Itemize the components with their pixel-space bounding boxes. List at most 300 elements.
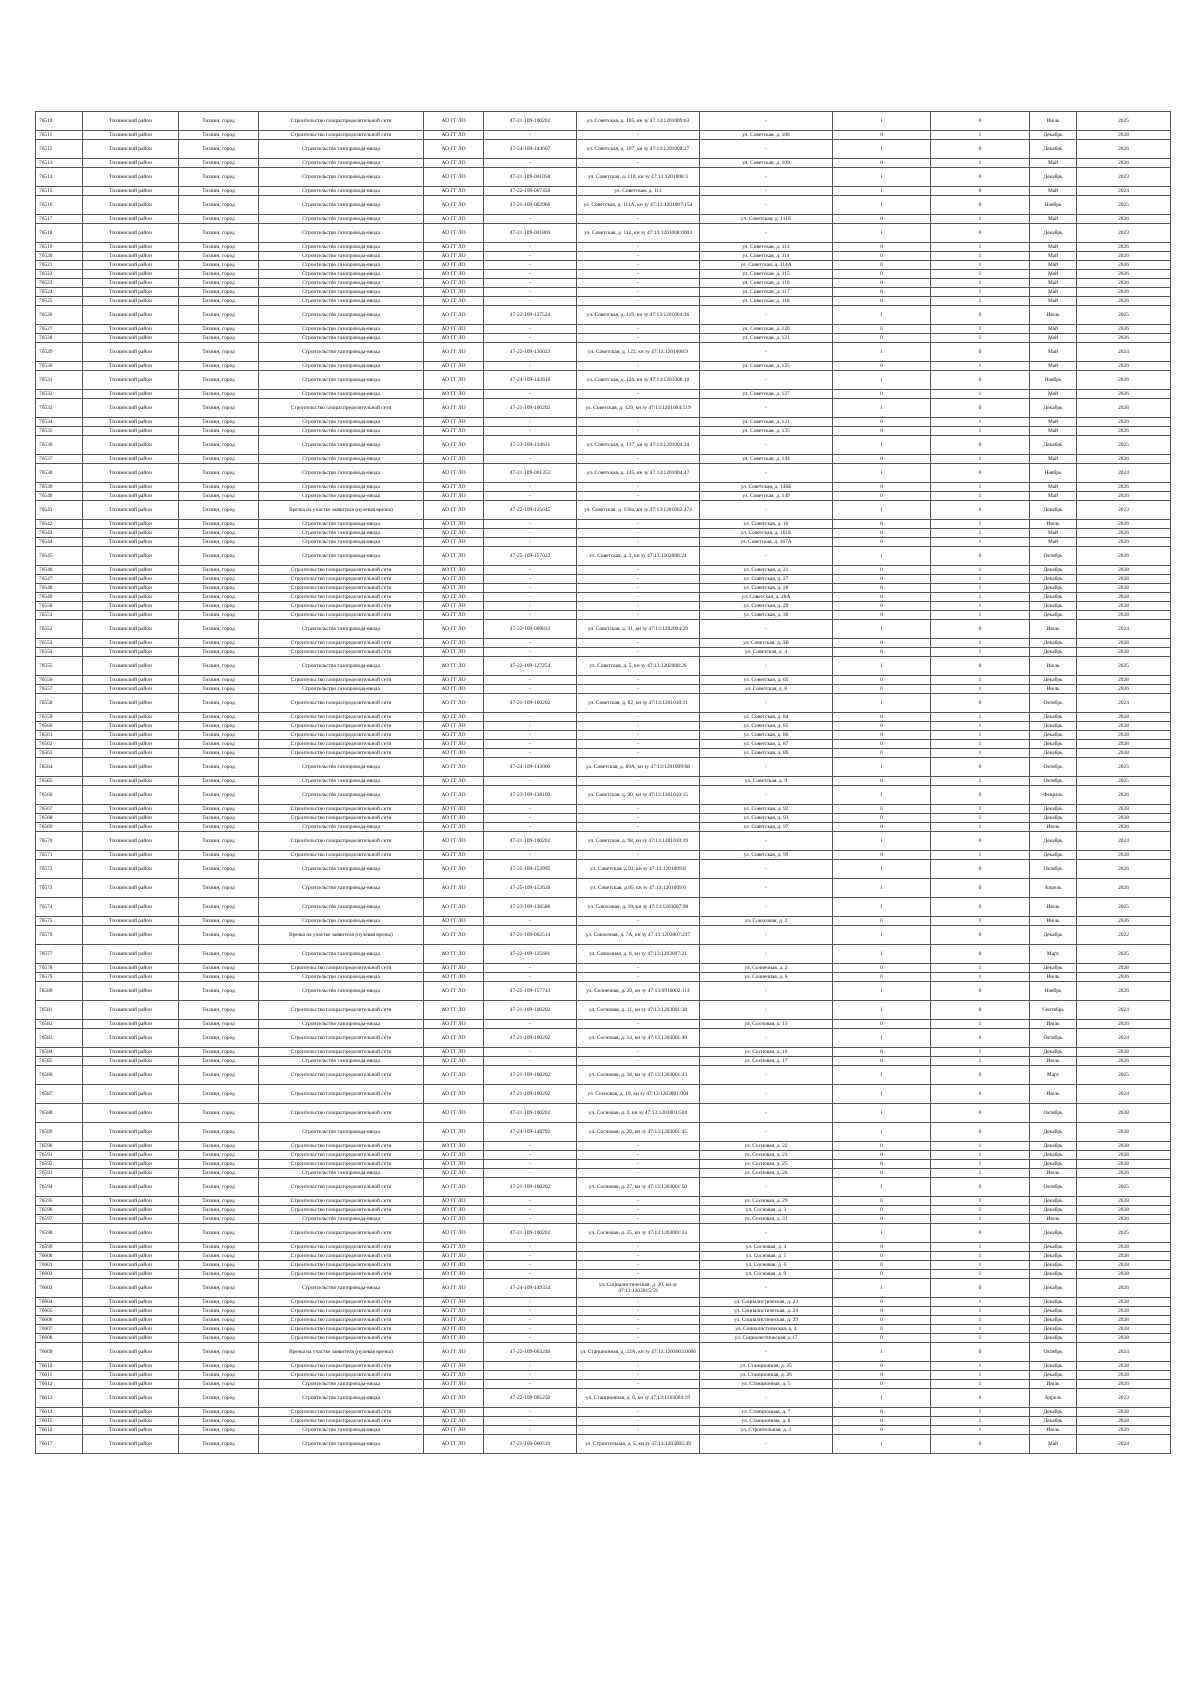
- cell-address: ул. Советская, д. 114А: [700, 261, 833, 270]
- cell-address: ул. Советская, д. 117: [700, 288, 833, 297]
- cell-count-a: 0: [833, 1261, 931, 1270]
- cell-address: -: [700, 1104, 833, 1123]
- cell-district: Тихвинский район: [83, 1123, 179, 1142]
- cell-application-number: -: [484, 731, 577, 740]
- cell-object-address: -: [577, 1020, 700, 1029]
- cell-district: Тихвинский район: [83, 131, 179, 140]
- cell-organization: АО ГГ ЛО: [424, 306, 484, 325]
- cell-organization: АО ГГ ЛО: [424, 611, 484, 620]
- table-row: [36, 252, 1171, 261]
- cell-count-a: 0: [833, 676, 931, 685]
- cell-month: Декабрь: [1030, 1417, 1077, 1426]
- cell-row-number: 76575: [36, 917, 83, 926]
- table-row: [36, 1270, 1171, 1279]
- cell-month: Декабрь: [1030, 749, 1077, 758]
- cell-month: Июль: [1030, 620, 1077, 639]
- cell-organization: АО ГГ ЛО: [424, 168, 484, 187]
- cell-year: 2028: [1077, 1325, 1171, 1334]
- cell-application-number: -: [484, 288, 577, 297]
- cell-settlement: Тихвин, город: [179, 639, 259, 648]
- cell-month: Май: [1030, 427, 1077, 436]
- cell-work-type: Строительство газораспределительной сети: [259, 1178, 424, 1197]
- cell-count-b: 1: [931, 685, 1030, 694]
- cell-row-number: 76613: [36, 1389, 83, 1408]
- cell-organization: АО ГГ ЛО: [424, 740, 484, 749]
- cell-settlement: Тихвин, город: [179, 648, 259, 657]
- cell-row-number: 76583: [36, 1029, 83, 1048]
- cell-year: 2025: [1077, 112, 1171, 131]
- cell-count-a: 0: [833, 455, 931, 464]
- cell-work-type: Врезка на участке заявителя (нулевая врезка): [259, 926, 424, 945]
- cell-count-a: 0: [833, 584, 931, 593]
- cell-object-address: ул. Советская, д. 31, кн зу 47:13:1202004:29: [577, 620, 700, 639]
- cell-settlement: Тихвин, город: [179, 1252, 259, 1261]
- cell-organization: АО ГГ ЛО: [424, 325, 484, 334]
- cell-count-b: 1: [931, 584, 1030, 593]
- cell-district: Тихвинский район: [83, 1252, 179, 1261]
- cell-count-b: 1: [931, 1380, 1030, 1389]
- cell-address: -: [700, 1178, 833, 1197]
- cell-count-a: 0: [833, 418, 931, 427]
- cell-year: 2024: [1077, 694, 1171, 713]
- cell-district: Тихвинский район: [83, 215, 179, 224]
- cell-row-number: 76538: [36, 464, 83, 483]
- cell-address: -: [700, 399, 833, 418]
- table-row: [36, 722, 1171, 731]
- cell-year: 2026: [1077, 252, 1171, 261]
- cell-district: Тихвинский район: [83, 1362, 179, 1371]
- table-row: [36, 279, 1171, 288]
- cell-count-a: 0: [833, 1048, 931, 1057]
- cell-address: ул. Советская, д. 29: [700, 602, 833, 611]
- cell-address: -: [700, 1066, 833, 1085]
- cell-year: 2025: [1077, 777, 1171, 786]
- cell-work-type: Строительство газопровода-ввода: [259, 879, 424, 898]
- cell-organization: АО ГГ ЛО: [424, 1435, 484, 1454]
- cell-address: -: [700, 1224, 833, 1243]
- cell-organization: АО ГГ ЛО: [424, 252, 484, 261]
- cell-month: Декабрь: [1030, 1224, 1077, 1243]
- cell-count-a: 0: [833, 566, 931, 575]
- table-row: [36, 1206, 1171, 1215]
- cell-month: Декабрь: [1030, 731, 1077, 740]
- cell-application-number: -: [484, 529, 577, 538]
- cell-count-a: 1: [833, 399, 931, 418]
- cell-application-number: 47-21-109-002514: [484, 926, 577, 945]
- cell-settlement: Тихвин, город: [179, 390, 259, 399]
- cell-row-number: 76548: [36, 584, 83, 593]
- cell-settlement: Тихвин, город: [179, 371, 259, 390]
- cell-organization: АО ГГ ЛО: [424, 362, 484, 371]
- cell-organization: АО ГГ ЛО: [424, 1104, 484, 1123]
- cell-month: Май: [1030, 492, 1077, 501]
- cell-row-number: 76574: [36, 898, 83, 917]
- cell-application-number: -: [484, 270, 577, 279]
- cell-object-address: ул. Советская, д.95, кн зу 47:13:1201009:6: [577, 879, 700, 898]
- cell-year: 2028: [1077, 602, 1171, 611]
- cell-year: 2026: [1077, 1215, 1171, 1224]
- cell-object-address: -: [577, 1362, 700, 1371]
- cell-object-address: -: [577, 334, 700, 343]
- cell-row-number: 76514: [36, 168, 83, 187]
- cell-count-b: 1: [931, 639, 1030, 648]
- cell-application-number: 47-24-109-149354: [484, 1279, 577, 1298]
- cell-object-address: -: [577, 575, 700, 584]
- cell-settlement: Тихвин, город: [179, 676, 259, 685]
- cell-month: Декабрь: [1030, 611, 1077, 620]
- cell-address: ул. Солнечная, д. 8: [700, 973, 833, 982]
- cell-settlement: Тихвин, город: [179, 538, 259, 547]
- cell-settlement: Тихвин, город: [179, 187, 259, 196]
- cell-settlement: Тихвин, город: [179, 131, 259, 140]
- cell-district: Тихвинский район: [83, 1279, 179, 1298]
- cell-work-type: Строительство газопровода-ввода: [259, 270, 424, 279]
- cell-district: Тихвинский район: [83, 390, 179, 399]
- cell-object-address: ул. Советская, д. 110, кн зу 47:13:1201008:3: [577, 168, 700, 187]
- table-row: [36, 611, 1171, 620]
- cell-object-address: ул. Советская, д. 129, кн зу 47:13:1201004:519: [577, 399, 700, 418]
- cell-row-number: 76536: [36, 436, 83, 455]
- cell-row-number: 76555: [36, 657, 83, 676]
- cell-address: ул. Советская, д. 8: [700, 685, 833, 694]
- cell-organization: АО ГГ ЛО: [424, 1206, 484, 1215]
- cell-application-number: 47-21-109-000519: [484, 1435, 577, 1454]
- cell-work-type: Строительство газораспределительной сети: [259, 722, 424, 731]
- cell-object-address: -: [577, 279, 700, 288]
- cell-count-b: 0: [931, 1029, 1030, 1048]
- table-row: [36, 740, 1171, 749]
- cell-month: Май: [1030, 334, 1077, 343]
- cell-organization: АО ГГ ЛО: [424, 648, 484, 657]
- cell-row-number: 76595: [36, 1197, 83, 1206]
- cell-year: 2026: [1077, 917, 1171, 926]
- cell-work-type: Строительство газопровода-ввода: [259, 917, 424, 926]
- cell-month: Декабрь: [1030, 722, 1077, 731]
- cell-object-address: ул. Сосновая, д. 27, кн зу 47:13:1203001:50: [577, 1178, 700, 1197]
- cell-month: Декабрь: [1030, 1325, 1077, 1334]
- cell-settlement: Тихвин, город: [179, 713, 259, 722]
- cell-application-number: 47-21-109-001352: [484, 464, 577, 483]
- cell-count-b: 1: [931, 529, 1030, 538]
- cell-address: ул. Сосновая, д. 23: [700, 1151, 833, 1160]
- table-row: [36, 1029, 1171, 1048]
- cell-count-a: 1: [833, 879, 931, 898]
- cell-row-number: 76567: [36, 805, 83, 814]
- cell-row-number: 76513: [36, 159, 83, 168]
- cell-work-type: Строительство газораспределительной сети: [259, 1316, 424, 1325]
- cell-row-number: 76577: [36, 945, 83, 964]
- cell-month: Декабрь: [1030, 639, 1077, 648]
- cell-object-address: ул. Сосновая, д. 35, кн зу 47:13:1203001:33: [577, 1224, 700, 1243]
- cell-object-address: -: [577, 1206, 700, 1215]
- cell-object-address: -: [577, 1325, 700, 1334]
- cell-row-number: 76545: [36, 547, 83, 566]
- cell-month: Декабрь: [1030, 1371, 1077, 1380]
- cell-address: ул. Сосновая, д. 4: [700, 1243, 833, 1252]
- table-row: [36, 187, 1171, 196]
- cell-application-number: 47-22-109-007450: [484, 187, 577, 196]
- cell-count-b: 0: [931, 547, 1030, 566]
- cell-organization: АО ГГ ЛО: [424, 1178, 484, 1197]
- cell-application-number: -: [484, 648, 577, 657]
- cell-object-address: ул. Советская, д. 126, кн зу 47:13:1201008:10: [577, 371, 700, 390]
- cell-count-b: 1: [931, 334, 1030, 343]
- cell-application-number: -: [484, 566, 577, 575]
- cell-application-number: 47-24-109-143618: [484, 371, 577, 390]
- cell-object-address: -: [577, 418, 700, 427]
- cell-address: ул. Советская, д. 99: [700, 851, 833, 860]
- cell-month: Май: [1030, 252, 1077, 261]
- cell-district: Тихвинский район: [83, 1380, 179, 1389]
- cell-month: Май: [1030, 418, 1077, 427]
- cell-organization: АО ГГ ЛО: [424, 566, 484, 575]
- cell-count-a: 0: [833, 1020, 931, 1029]
- table-row: [36, 1435, 1171, 1454]
- cell-work-type: Строительство газораспределительной сети: [259, 566, 424, 575]
- cell-application-number: 47-22-109-127254: [484, 657, 577, 676]
- cell-year: 2028: [1077, 731, 1171, 740]
- cell-application-number: -: [484, 1298, 577, 1307]
- cell-work-type: Строительство газопровода-ввода: [259, 297, 424, 306]
- table-row: [36, 917, 1171, 926]
- cell-row-number: 76540: [36, 492, 83, 501]
- cell-organization: АО ГГ ЛО: [424, 399, 484, 418]
- cell-count-a: 1: [833, 926, 931, 945]
- cell-year: 2024: [1077, 832, 1171, 851]
- cell-month: Июль: [1030, 520, 1077, 529]
- cell-organization: АО ГГ ЛО: [424, 1307, 484, 1316]
- table-row: [36, 501, 1171, 520]
- table-row: [36, 1169, 1171, 1178]
- cell-row-number: 76558: [36, 694, 83, 713]
- cell-month: Декабрь: [1030, 566, 1077, 575]
- cell-year: 2026: [1077, 334, 1171, 343]
- cell-settlement: Тихвин, город: [179, 159, 259, 168]
- cell-count-b: 1: [931, 1316, 1030, 1325]
- cell-count-b: 0: [931, 945, 1030, 964]
- cell-settlement: Тихвин, город: [179, 1057, 259, 1066]
- cell-object-address: -: [577, 648, 700, 657]
- cell-district: Тихвинский район: [83, 1197, 179, 1206]
- cell-year: 2026: [1077, 879, 1171, 898]
- cell-year: 2026: [1077, 215, 1171, 224]
- cell-organization: АО ГГ ЛО: [424, 1270, 484, 1279]
- cell-work-type: Строительство газопровода-ввода: [259, 685, 424, 694]
- cell-application-number: -: [484, 1408, 577, 1417]
- cell-work-type: Строительство газопровода-ввода: [259, 777, 424, 786]
- cell-count-b: 1: [931, 520, 1030, 529]
- cell-district: Тихвинский район: [83, 1243, 179, 1252]
- cell-address: -: [700, 786, 833, 805]
- cell-count-a: 0: [833, 731, 931, 740]
- cell-address: ул. Советская, д. 114: [700, 252, 833, 261]
- cell-year: 2028: [1077, 676, 1171, 685]
- cell-organization: АО ГГ ЛО: [424, 492, 484, 501]
- cell-month: Октябрь: [1030, 1029, 1077, 1048]
- cell-address: -: [700, 657, 833, 676]
- cell-count-a: 0: [833, 602, 931, 611]
- table-row: [36, 676, 1171, 685]
- cell-organization: АО ГГ ЛО: [424, 1316, 484, 1325]
- cell-month: Май: [1030, 538, 1077, 547]
- cell-application-number: -: [484, 1380, 577, 1389]
- cell-month: Декабрь: [1030, 713, 1077, 722]
- cell-object-address: -: [577, 777, 700, 786]
- cell-settlement: Тихвин, город: [179, 777, 259, 786]
- cell-count-a: 0: [833, 823, 931, 832]
- cell-month: Декабрь: [1030, 1206, 1077, 1215]
- table-row: [36, 168, 1171, 187]
- cell-organization: АО ГГ ЛО: [424, 1325, 484, 1334]
- cell-organization: АО ГГ ЛО: [424, 261, 484, 270]
- cell-work-type: Строительство газопровода-ввода: [259, 390, 424, 399]
- cell-year: 2028: [1077, 964, 1171, 973]
- cell-row-number: 76551: [36, 611, 83, 620]
- cell-year: 2025: [1077, 945, 1171, 964]
- cell-month: Декабрь: [1030, 814, 1077, 823]
- cell-row-number: 76578: [36, 964, 83, 973]
- cell-organization: АО ГГ ЛО: [424, 1029, 484, 1048]
- cell-application-number: -: [484, 1417, 577, 1426]
- cell-year: 2028: [1077, 575, 1171, 584]
- cell-count-b: 0: [931, 694, 1030, 713]
- table-row: [36, 1371, 1171, 1380]
- cell-year: 2028: [1077, 1104, 1171, 1123]
- cell-address: -: [700, 371, 833, 390]
- cell-object-address: -: [577, 288, 700, 297]
- cell-application-number: 47-21-109-100202: [484, 1224, 577, 1243]
- cell-work-type: Строительство газопровода-ввода: [259, 1435, 424, 1454]
- cell-year: 2028: [1077, 1298, 1171, 1307]
- cell-settlement: Тихвин, город: [179, 1215, 259, 1224]
- table-row: [36, 390, 1171, 399]
- cell-row-number: 76594: [36, 1178, 83, 1197]
- cell-work-type: Строительство газопровода-ввода: [259, 547, 424, 566]
- cell-organization: АО ГГ ЛО: [424, 1298, 484, 1307]
- cell-application-number: 47-24-109-148792: [484, 1123, 577, 1142]
- cell-year: 2026: [1077, 1057, 1171, 1066]
- cell-year: 2026: [1077, 1279, 1171, 1298]
- cell-settlement: Тихвин, город: [179, 851, 259, 860]
- cell-count-a: 0: [833, 1371, 931, 1380]
- cell-row-number: 76569: [36, 823, 83, 832]
- cell-count-a: 0: [833, 427, 931, 436]
- cell-count-a: 0: [833, 1215, 931, 1224]
- cell-district: Тихвинский район: [83, 112, 179, 131]
- cell-month: Декабрь: [1030, 1151, 1077, 1160]
- cell-application-number: -: [484, 722, 577, 731]
- cell-count-b: 1: [931, 252, 1030, 261]
- cell-object-address: ул. Советская, д. 90, кн зу 47:13:1201010:15: [577, 786, 700, 805]
- cell-application-number: -: [484, 749, 577, 758]
- cell-address: -: [700, 694, 833, 713]
- cell-count-a: 1: [833, 1001, 931, 1020]
- cell-address: -: [700, 1001, 833, 1020]
- cell-row-number: 76576: [36, 926, 83, 945]
- cell-district: Тихвинский район: [83, 657, 179, 676]
- table-row: [36, 483, 1171, 492]
- cell-row-number: 76589: [36, 1123, 83, 1142]
- cell-address: ул. Сосновая, д. 13: [700, 1020, 833, 1029]
- cell-work-type: Строительство газопровода-ввода: [259, 427, 424, 436]
- table-row: [36, 215, 1171, 224]
- cell-row-number: 76615: [36, 1417, 83, 1426]
- cell-settlement: Тихвин, город: [179, 1316, 259, 1325]
- cell-address: ул. Сосновая, д. 29: [700, 1197, 833, 1206]
- cell-object-address: -: [577, 362, 700, 371]
- cell-application-number: -: [484, 279, 577, 288]
- cell-count-a: 0: [833, 131, 931, 140]
- cell-district: Тихвинский район: [83, 1066, 179, 1085]
- cell-month: Декабрь: [1030, 1252, 1077, 1261]
- cell-address: ул. Советская, д. 30: [700, 611, 833, 620]
- cell-month: Март: [1030, 1066, 1077, 1085]
- cell-settlement: Тихвин, город: [179, 786, 259, 805]
- table-row: [36, 325, 1171, 334]
- cell-year: 2023: [1077, 168, 1171, 187]
- cell-count-a: 0: [833, 1252, 931, 1261]
- cell-work-type: Строительство газораспределительной сети: [259, 713, 424, 722]
- cell-count-a: 0: [833, 575, 931, 584]
- cell-settlement: Тихвин, город: [179, 243, 259, 252]
- cell-object-address: ул. Советская, д. 122, кн зу 47:13:1201008:9: [577, 343, 700, 362]
- cell-year: 2026: [1077, 159, 1171, 168]
- cell-application-number: -: [484, 1325, 577, 1334]
- cell-row-number: 76608: [36, 1334, 83, 1343]
- cell-count-a: 1: [833, 187, 931, 196]
- cell-row-number: 76588: [36, 1104, 83, 1123]
- cell-district: Тихвинский район: [83, 731, 179, 740]
- cell-settlement: Тихвин, город: [179, 814, 259, 823]
- cell-count-a: 0: [833, 252, 931, 261]
- cell-work-type: Строительство газораспределительной сети: [259, 1417, 424, 1426]
- cell-district: Тихвинский район: [83, 973, 179, 982]
- cell-count-a: 0: [833, 1307, 931, 1316]
- cell-address: ул. Станционная, д. 8: [700, 1417, 833, 1426]
- cell-year: 2028: [1077, 1261, 1171, 1270]
- cell-settlement: Тихвин, город: [179, 620, 259, 639]
- cell-row-number: 76520: [36, 252, 83, 261]
- cell-settlement: Тихвин, город: [179, 455, 259, 464]
- cell-year: 2028: [1077, 1334, 1171, 1343]
- cell-count-b: 1: [931, 805, 1030, 814]
- cell-district: Тихвинский район: [83, 306, 179, 325]
- cell-year: 2023: [1077, 224, 1171, 243]
- cell-district: Тихвинский район: [83, 1057, 179, 1066]
- cell-row-number: 76535: [36, 427, 83, 436]
- table-row: [36, 1215, 1171, 1224]
- cell-application-number: -: [484, 252, 577, 261]
- cell-work-type: Строительство газопровода-ввода: [259, 945, 424, 964]
- cell-organization: АО ГГ ЛО: [424, 805, 484, 814]
- cell-count-b: 1: [931, 1417, 1030, 1426]
- cell-row-number: 76614: [36, 1408, 83, 1417]
- cell-row-number: 76549: [36, 593, 83, 602]
- cell-settlement: Тихвин, город: [179, 547, 259, 566]
- cell-count-b: 0: [931, 112, 1030, 131]
- cell-year: 2026: [1077, 823, 1171, 832]
- cell-organization: АО ГГ ЛО: [424, 1001, 484, 1020]
- cell-row-number: 76522: [36, 270, 83, 279]
- cell-organization: АО ГГ ЛО: [424, 436, 484, 455]
- cell-settlement: Тихвин, город: [179, 973, 259, 982]
- table-row: [36, 860, 1171, 879]
- cell-month: Июль: [1030, 1380, 1077, 1389]
- cell-work-type: Строительство газораспределительной сети: [259, 1307, 424, 1316]
- table-row: [36, 547, 1171, 566]
- cell-work-type: Строительство газораспределительной сети: [259, 1408, 424, 1417]
- cell-count-a: 1: [833, 657, 931, 676]
